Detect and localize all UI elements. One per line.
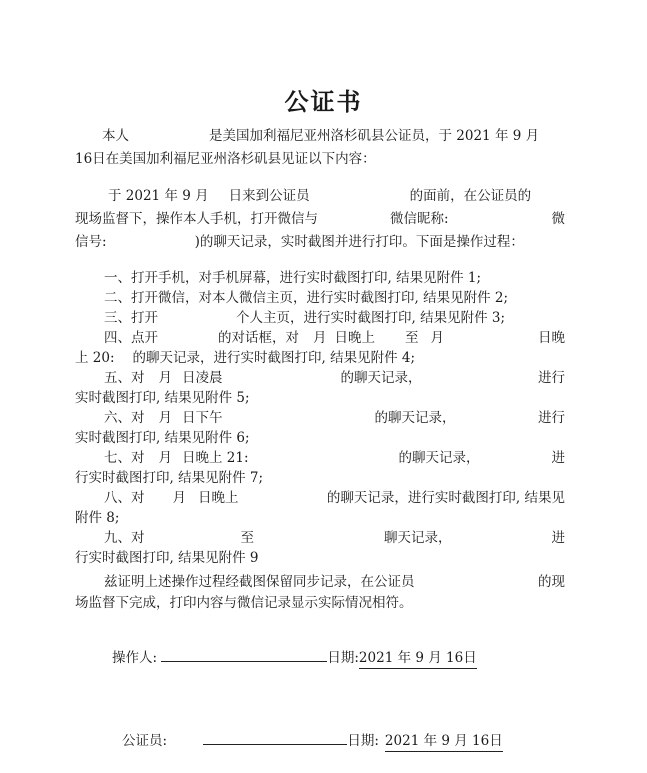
step-4-month: 月 [313,330,327,346]
step-5-line-2: 实时截图打印, 结果见附件 5; [75,390,250,406]
step-5-dawn: 日凌晨 [182,370,223,386]
para-supervision: 现场监督下，操作本人手机，打开微信与 [75,211,318,227]
step-7-proceed: 进 [551,450,565,466]
step-5-chat: 的聊天记录， [340,370,422,386]
step-4-line-2 [75,348,415,368]
step-7-chat: 的聊天记录， [398,450,480,466]
para-date: 于 2021 年 9 月 [108,188,209,204]
para-chat-record: )的聊天记录，实时截图并进行打印。下面是操作过程： [194,234,524,250]
step-5-for: 五、对 [104,370,145,386]
closing-text: 兹证明上述操作过程经截图保留同步记录，在公证员 [104,574,415,590]
step-6-line-1 [104,408,565,428]
operator-date-label: 日期: [327,650,359,666]
step-6-month: 月 [158,410,172,426]
step-7-month: 月 [158,450,172,466]
step-8-evening: 日晚上 [198,490,239,506]
notary-label: 公证员: [122,733,168,749]
step-4-open: 四、点开 [104,330,158,346]
step-4-time: 上 20: [75,350,115,366]
step-1: 一、打开手机，对手机屏幕，进行实时截图打印, 结果见附件 1; [104,270,482,286]
step-5-proceed: 进行 [538,370,565,386]
para-nickname-label: 微信昵称: [390,211,449,227]
notary-date-label: 日期: [347,733,379,749]
step-4-to: 至 [405,330,419,346]
step-6-for: 六、对 [104,410,145,426]
para-line-3 [75,232,524,252]
para-before: 的面前，在公证员的 [409,188,532,204]
document-title: 公证书 [284,88,363,116]
notary-signature-line [203,730,347,745]
step-9-chat: 聊天记录， [384,530,452,546]
step-3-open: 三、打开 [104,310,158,326]
step-9-proceed: 进 [551,530,565,546]
step-9-line-1 [104,528,565,548]
operator-label: 操作人: [112,650,158,666]
step-7-line-1 [104,448,565,468]
para-to-notary: 日来到公证员 [228,188,310,204]
para-line-1 [108,186,531,206]
step-3 [104,308,505,328]
step-9-line-2: 行实时截图打印, 结果见附件 9 [75,550,259,566]
para-line-2 [75,209,565,229]
operator-date: 2021 年 9 月 16日 [359,648,477,669]
step-8-month: 月 [172,490,186,506]
step-8-line-2: 附件 8; [75,510,120,526]
step-2: 二、打开微信，对本人微信主页，进行实时截图打印, 结果见附件 2; [104,290,509,306]
step-4-result: 的聊天记录，进行实时截图打印, 结果见附件 4; [132,350,416,366]
para-wechat-wrap: 微 [551,211,565,227]
step-8-for: 八、对 [104,490,145,506]
step-8-chat: 的聊天记录，进行实时截图打印, 结果见 [326,490,565,506]
notary-signature-row [122,730,503,752]
step-7-line-2: 行实时截图打印, 结果见附件 7; [75,470,264,486]
step-7-for: 七、对 [104,450,145,466]
intro-suffix: 是美国加利福尼亚州洛杉矶县公证员，于 2021 年 9 月 [209,128,540,144]
step-7-evening: 日晚上 21: [182,450,249,466]
step-6-proceed: 进行 [538,410,565,426]
closing-line-2: 场监督下完成，打印内容与微信记录显示实际情况相符。 [75,595,413,611]
step-6-line-2: 实时截图打印, 结果见附件 6; [75,430,250,446]
operator-signature-line [161,647,327,662]
notary-date: 2021 年 9 月 16日 [385,731,503,752]
step-5-month: 月 [158,370,172,386]
step-6-chat: 的聊天记录， [374,410,456,426]
step-9-to: 至 [240,530,254,546]
step-4-month-2: 月 [430,330,444,346]
step-5-line-1 [104,368,565,388]
step-4-day-evening: 日晚 [538,330,565,346]
intro-line-1 [102,126,539,146]
step-8-line-1 [104,488,565,508]
intro-line-2: 16日在美国加利福尼亚州洛杉矶县见证以下内容： [75,151,376,167]
intro-prefix: 本人 [102,128,129,144]
step-4-dialog: 的对话框，对 [218,330,299,346]
step-3-text: 个人主页，进行实时截图打印, 结果见附件 3; [236,310,506,326]
operator-signature-row [112,647,477,669]
para-wechat-id-label: 信号: [75,234,107,250]
step-9-for: 九、对 [104,530,145,546]
step-6-afternoon: 日下午 [182,410,223,426]
closing-line-1 [104,572,565,592]
step-4-line-1 [104,328,565,348]
closing-scene: 的现 [538,574,565,590]
step-4-evening: 日晚上 [334,330,375,346]
